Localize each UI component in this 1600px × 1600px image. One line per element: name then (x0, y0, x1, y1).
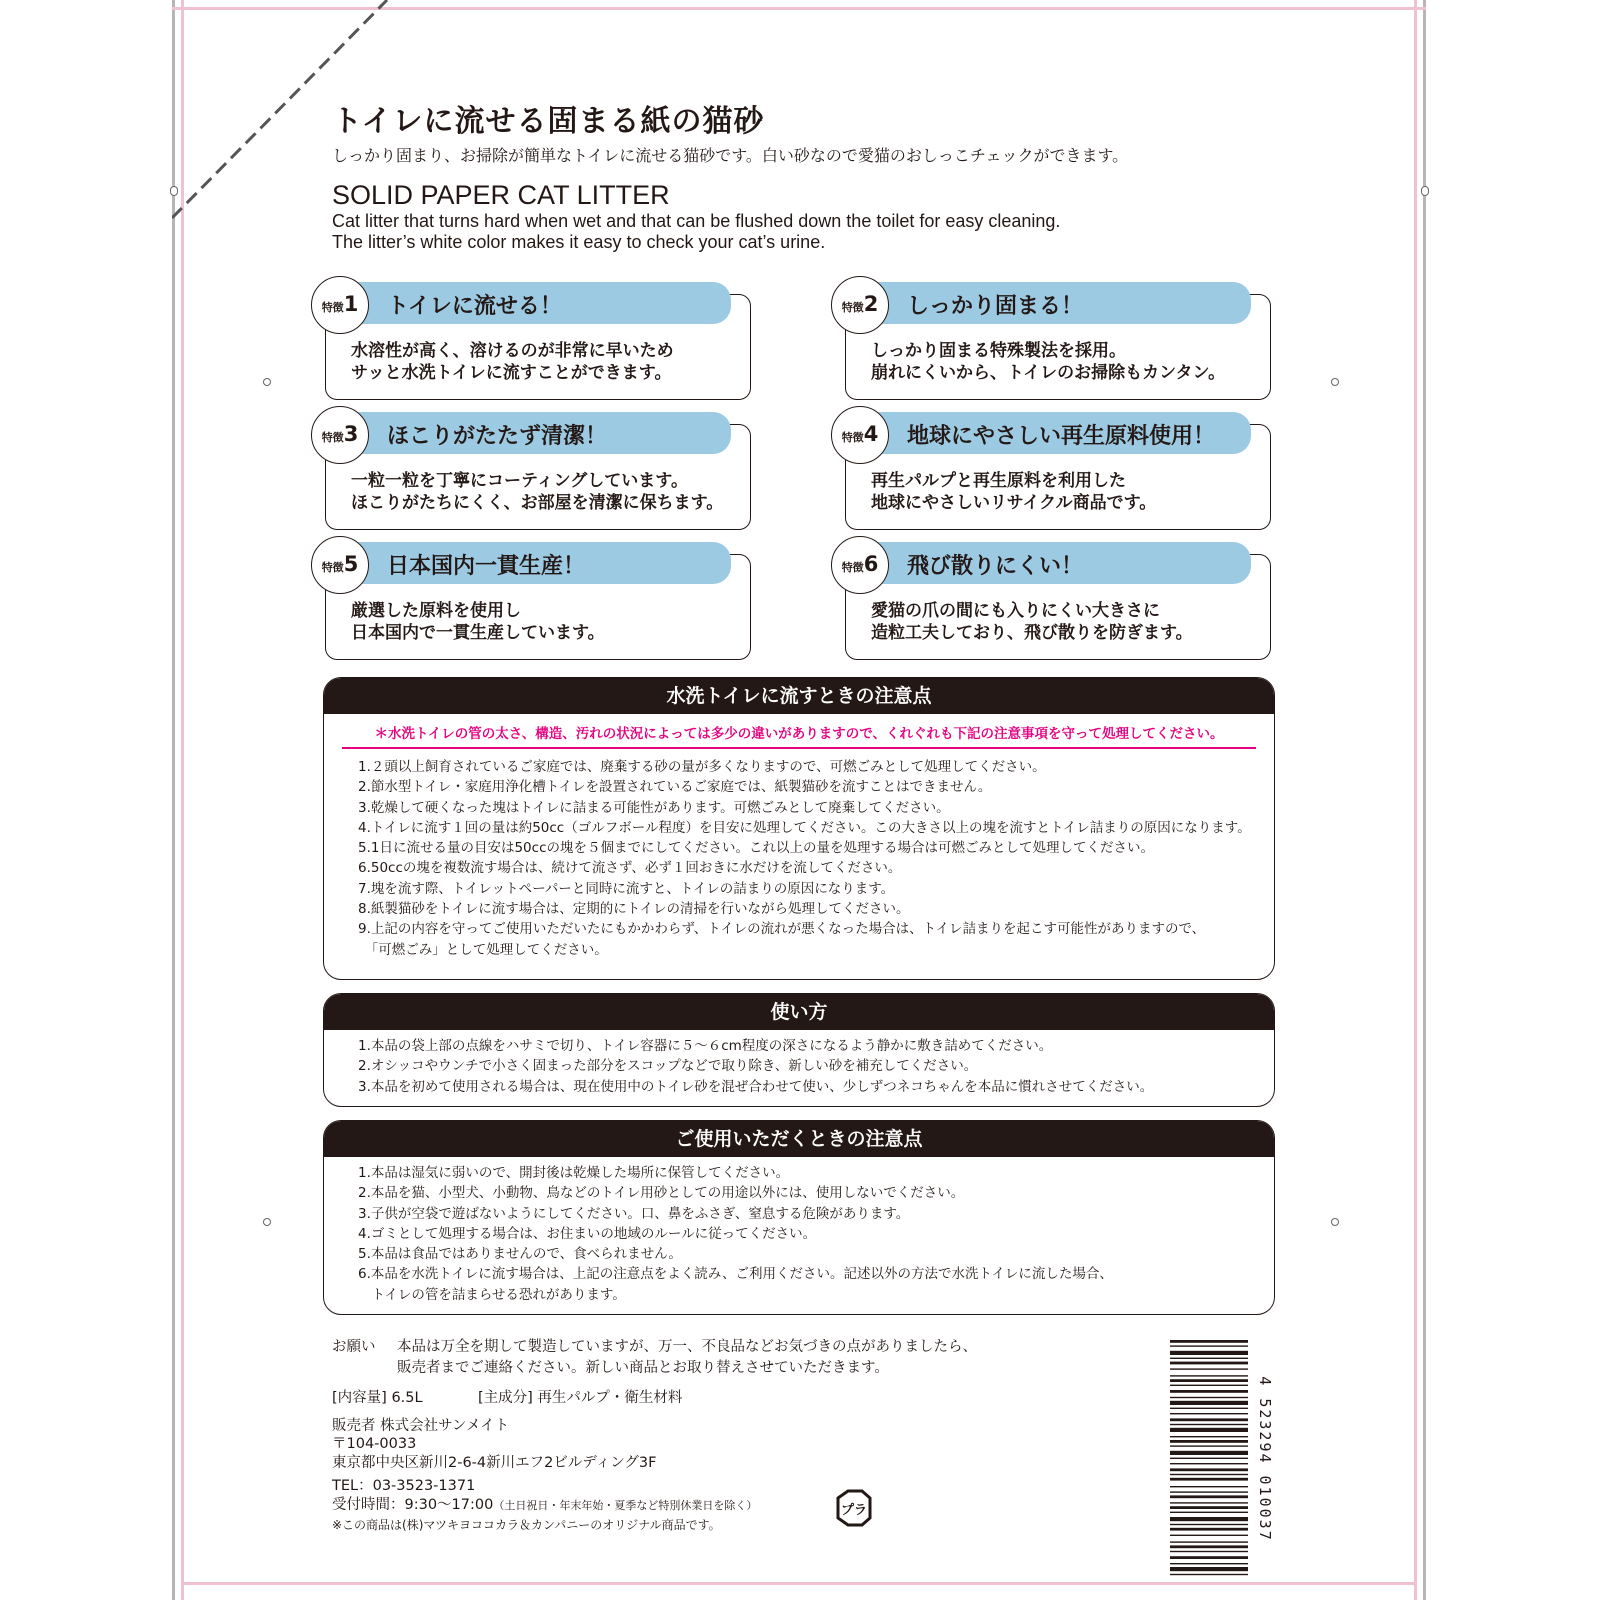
volume-info (332, 1386, 423, 1407)
badge-label: 特徴 (321, 431, 344, 444)
section-heading: 水洗トイレに流すときの注意点 (324, 678, 1274, 714)
volume-value: 6.5L (391, 1390, 423, 1406)
feature-title: 地球にやさしい再生原料使用！ (907, 424, 1216, 449)
feature-body (351, 600, 605, 644)
feature-3 (311, 412, 751, 532)
feature-line: 水溶性が高く、溶けるのが非常に早いため (351, 341, 674, 361)
badge-label: 特徴 (841, 561, 864, 574)
feature-badge (831, 276, 889, 334)
hours-note: （土日祝日・年末年始・夏季など特別休業日を除く） (493, 1499, 758, 1512)
barcode-bar (1170, 1418, 1248, 1421)
badge-label: 特徴 (841, 301, 864, 314)
barcode-bar (1170, 1351, 1248, 1355)
feature-line: 愛猫の爪の間にも入りにくい大きさに (871, 601, 1160, 621)
list-item: 2.本品を猫、小型犬、小動物、鳥などのトイレ用砂としての用途以外には、使用しないでください。 (358, 1185, 965, 1202)
barcode-bar (1170, 1463, 1248, 1464)
badge-number: 4 (863, 422, 879, 446)
product-description-jp: しっかり固まり、お掃除が簡単なトイレに流せる猫砂です。白い砂なので愛猫のおしっこチェックができます。 (332, 146, 1129, 165)
badge-number: 5 (343, 552, 359, 576)
postal-code: 〒104-0033 (332, 1436, 417, 1452)
barcode-bar (1170, 1495, 1248, 1498)
feature-title: ほこりがたたず清潔！ (387, 424, 608, 449)
feature-title: 飛び散りにくい！ (907, 554, 1084, 579)
precautions-list (324, 1157, 1274, 1305)
plastic-recycle-icon (832, 1488, 876, 1528)
request-line-1: 本品は万全を期して製造していますが、万一、不良品などお気づきの点がありましたら、 (397, 1339, 977, 1355)
badge-number: 6 (863, 552, 879, 576)
barcode-bar (1170, 1413, 1248, 1414)
feature-line: 一粒一粒を丁寧にコーティングしています。 (351, 471, 688, 491)
barcode-bar (1170, 1345, 1248, 1346)
description-en-line: The litter’s white color makes it easy to check your cat’s urine. (332, 232, 826, 252)
barcode-bar (1170, 1379, 1248, 1382)
feature-badge (831, 536, 889, 594)
barcode-bar (1170, 1436, 1248, 1437)
barcode-bar (1170, 1445, 1248, 1446)
volume-label: [内容量] (332, 1390, 387, 1406)
badge-number: 1 (343, 292, 359, 316)
barcode-bar (1170, 1458, 1248, 1459)
list-item: 「可燃ごみ」として処理してください。 (358, 941, 608, 958)
barcode (1166, 1340, 1274, 1578)
seller-label: 販売者 (332, 1418, 376, 1434)
list-item: 6.50ccの塊を複数流す場合は、続けて流さず、必ず１回おきに水だけを流してください。 (358, 860, 902, 877)
barcode-bar (1170, 1567, 1248, 1571)
barcode-bar (1170, 1517, 1248, 1521)
feature-1 (311, 282, 751, 402)
package-bottom-seal (181, 1582, 1417, 1590)
feature-badge (311, 536, 369, 594)
list-item: 3.本品を初めて使用される場合は、現在使用中のトイレ砂を混ぜ合わせて使い、少しずつネコちゃんを本品に慣れさせてください。 (358, 1078, 1154, 1095)
barcode-bar (1170, 1375, 1248, 1376)
barcode-bar (1170, 1428, 1248, 1432)
feature-line: 崩れにくいから、トイレのお掃除もカンタン。 (871, 363, 1226, 383)
feature-line: 再生パルプと再生原料を利用した (871, 471, 1126, 491)
flush-notice-list (324, 749, 1274, 960)
barcode-bar (1170, 1397, 1248, 1398)
barcode-bar (1170, 1486, 1248, 1487)
list-item: 2.節水型トイレ・家庭用浄化槽トイレを設置されているご家庭では、紙製猫砂を流すことはできません。 (358, 779, 992, 796)
feature-line: サッと水洗トイレに流すことができます。 (351, 363, 672, 383)
barcode-bar (1170, 1541, 1248, 1542)
feature-body (351, 470, 723, 514)
punch-hole (1331, 378, 1339, 386)
feature-6 (831, 542, 1271, 662)
warning-text: ＊水洗トイレの管の太さ、構造、汚れの状況によっては多少の違いがありますので、くれぐれも下記の注意事項を守って処理してください。 (374, 726, 1224, 742)
list-item: 5.本品は食品ではありませんので、食べられません。 (358, 1246, 682, 1263)
hours-text: 受付時間：9:30～17:00 (332, 1497, 494, 1513)
ingredients-label: [主成分] (478, 1390, 533, 1406)
feature-title: しっかり固まる！ (907, 294, 1084, 319)
usage-list (324, 1030, 1274, 1097)
barcode-bar (1170, 1401, 1248, 1405)
punch-hole (263, 1218, 271, 1226)
list-item: 1.本品は湿気に弱いので、開封後は乾燥した場所に保管してください。 (358, 1165, 790, 1181)
barcode-bar (1170, 1358, 1248, 1359)
barcode-number: 4 523294 010037 (1256, 1376, 1274, 1542)
barcode-bar (1170, 1390, 1248, 1393)
barcode-bar (1170, 1368, 1248, 1369)
badge-label: 特徴 (321, 561, 344, 574)
list-item: 1.本品の袋上部の点線をハサミで切り、トイレ容器に５～６cm程度の深さになるよう静かに敷き詰めてください。 (358, 1038, 1053, 1054)
list-item: 7.塊を流す際、トイレットペーパーと同時に流すと、トイレの詰まりの原因になります。 (358, 880, 895, 897)
section-heading: ご使用いただくときの注意点 (324, 1121, 1274, 1157)
barcode-bar (1170, 1474, 1248, 1475)
barcode-bar (1170, 1340, 1248, 1343)
usage-section (323, 993, 1275, 1107)
feature-4 (831, 412, 1271, 532)
badge-label: 特徴 (841, 431, 864, 444)
barcode-bar (1170, 1506, 1248, 1509)
feature-line: 地球にやさしいリサイクル商品です。 (871, 493, 1157, 513)
barcode-bar (1170, 1556, 1248, 1559)
precautions-section (323, 1120, 1275, 1315)
barcode-bar (1170, 1468, 1248, 1471)
feature-line: しっかり固まる特殊製法を採用。 (871, 341, 1126, 361)
list-item: 9.上記の内容を守ってご使用いただいたにもかかわらず、トイレの流れが悪くなった場合は、トイレ詰まりを起こす可能性がありますので、 (358, 921, 1206, 938)
barcode-bar (1170, 1424, 1248, 1425)
barcode-bar (1170, 1491, 1248, 1492)
reception-hours (332, 1493, 757, 1514)
punch-hole (1331, 1218, 1339, 1226)
barcode-bar (1170, 1524, 1248, 1525)
list-item: 4.トイレに流す１回の量は約50cc（ゴルフボール程度）を目安に処理してください。この大きさ以上の塊を流すとトイレ詰まりの原因になります。 (358, 819, 1251, 836)
request-label: お願い (332, 1339, 376, 1355)
product-description-en (332, 211, 1060, 253)
list-item: 4.ゴミとして処理する場合は、お住まいの地域のルールに従ってください。 (358, 1225, 817, 1242)
seller-name: 株式会社サンメイト (380, 1418, 510, 1434)
barcode-bar (1170, 1502, 1248, 1503)
barcode-bar (1170, 1563, 1248, 1564)
barcode-bar (1170, 1362, 1248, 1365)
address: 東京都中央区新川2-6-4新川エフ2ビルディング3F (332, 1455, 657, 1471)
telephone: TEL：03-3523-1371 (332, 1478, 476, 1494)
barcode-bar (1170, 1408, 1248, 1409)
feature-body (871, 470, 1156, 514)
feature-body (871, 340, 1225, 384)
list-item: 6.本品を水洗トイレに流す場合は、上記の注意点をよく読み、ご利用ください。記述以外の方法で水洗トイレに流した場合、 (358, 1266, 1113, 1283)
badge-label: 特徴 (321, 301, 344, 314)
barcode-bar (1170, 1545, 1248, 1548)
barcode-bar (1170, 1535, 1248, 1536)
description-en-line: Cat litter that turns hard when wet and that can be flushed down the toilet for easy cleaning. (332, 211, 1061, 231)
badge-number: 3 (343, 422, 359, 446)
feature-line: 日本国内で一貫生産しています。 (351, 623, 605, 643)
barcode-bar (1170, 1451, 1248, 1455)
barcode-bar (1170, 1528, 1248, 1531)
tear-notch (1421, 186, 1429, 196)
barcode-bar (1170, 1574, 1248, 1575)
feature-title: トイレに流せる！ (387, 294, 562, 319)
feature-line: ほこりがたちにくく、お部屋を清潔に保ちます。 (351, 493, 724, 513)
barcode-bar (1170, 1512, 1248, 1513)
flush-notice-section (323, 677, 1275, 980)
product-title-jp: トイレに流せる固まる紙の猫砂 (332, 104, 765, 139)
feature-badge (831, 406, 889, 464)
list-item: 8.紙製猫砂をトイレに流す場合は、定期的にトイレの清掃を行いながら処理してください。 (358, 901, 910, 918)
feature-title: 日本国内一貫生産！ (387, 554, 586, 579)
ingredients-info (478, 1386, 682, 1407)
recycle-mark-text: プラ (840, 1503, 868, 1518)
feature-2 (831, 282, 1271, 402)
barcode-bar (1170, 1385, 1248, 1386)
feature-badge (311, 406, 369, 464)
product-title-en: SOLID PAPER CAT LITTER (332, 180, 670, 210)
feature-5 (311, 542, 751, 662)
request-line-2: 販売者までご連絡ください。新しい商品とお取り替えさせていただきます。 (397, 1360, 889, 1376)
ingredients-value: 再生パルプ・衛生材料 (537, 1390, 683, 1406)
section-heading: 使い方 (324, 994, 1274, 1030)
original-product-note: ※この商品は(株)マツキヨココカラ＆カンパニーのオリジナル商品です。 (332, 1518, 721, 1532)
list-item: 5.1日に流せる量の目安は50ccの塊を５個までにしてください。これ以上の量を処理する場合は可燃ごみとして処理してください。 (358, 840, 1154, 857)
punch-hole (263, 378, 271, 386)
feature-body (871, 600, 1193, 644)
list-item: 1.２頭以上飼育されているご家庭では、廃棄する砂の量が多くなりますので、可燃ごみとして処理してください。 (358, 759, 1046, 775)
list-item: トイレの管を詰まらせる恐れがあります。 (358, 1286, 626, 1303)
tear-notch (170, 186, 178, 196)
barcode-bar (1170, 1551, 1248, 1552)
list-item: 3.乾燥して硬くなった塊はトイレに詰まる可能性があります。可燃ごみとして廃棄してください。 (358, 799, 950, 816)
list-item: 3.子供が空袋で遊ばないようにしてください。口、鼻をふさぎ、窒息する危険があります。 (358, 1205, 910, 1222)
list-item: 2.オシッコやウンチで小さく固まった部分をスコップなどで取り除き、新しい砂を補充してください。 (358, 1058, 978, 1075)
badge-number: 2 (863, 292, 879, 316)
barcode-bar (1170, 1440, 1248, 1443)
feature-body (351, 340, 674, 384)
barcode-bar (1170, 1478, 1248, 1481)
feature-badge (311, 276, 369, 334)
feature-line: 厳選した原料を使用し (351, 601, 521, 621)
feature-line: 造粒工夫しており、飛び散りを防ぎます。 (871, 623, 1193, 643)
